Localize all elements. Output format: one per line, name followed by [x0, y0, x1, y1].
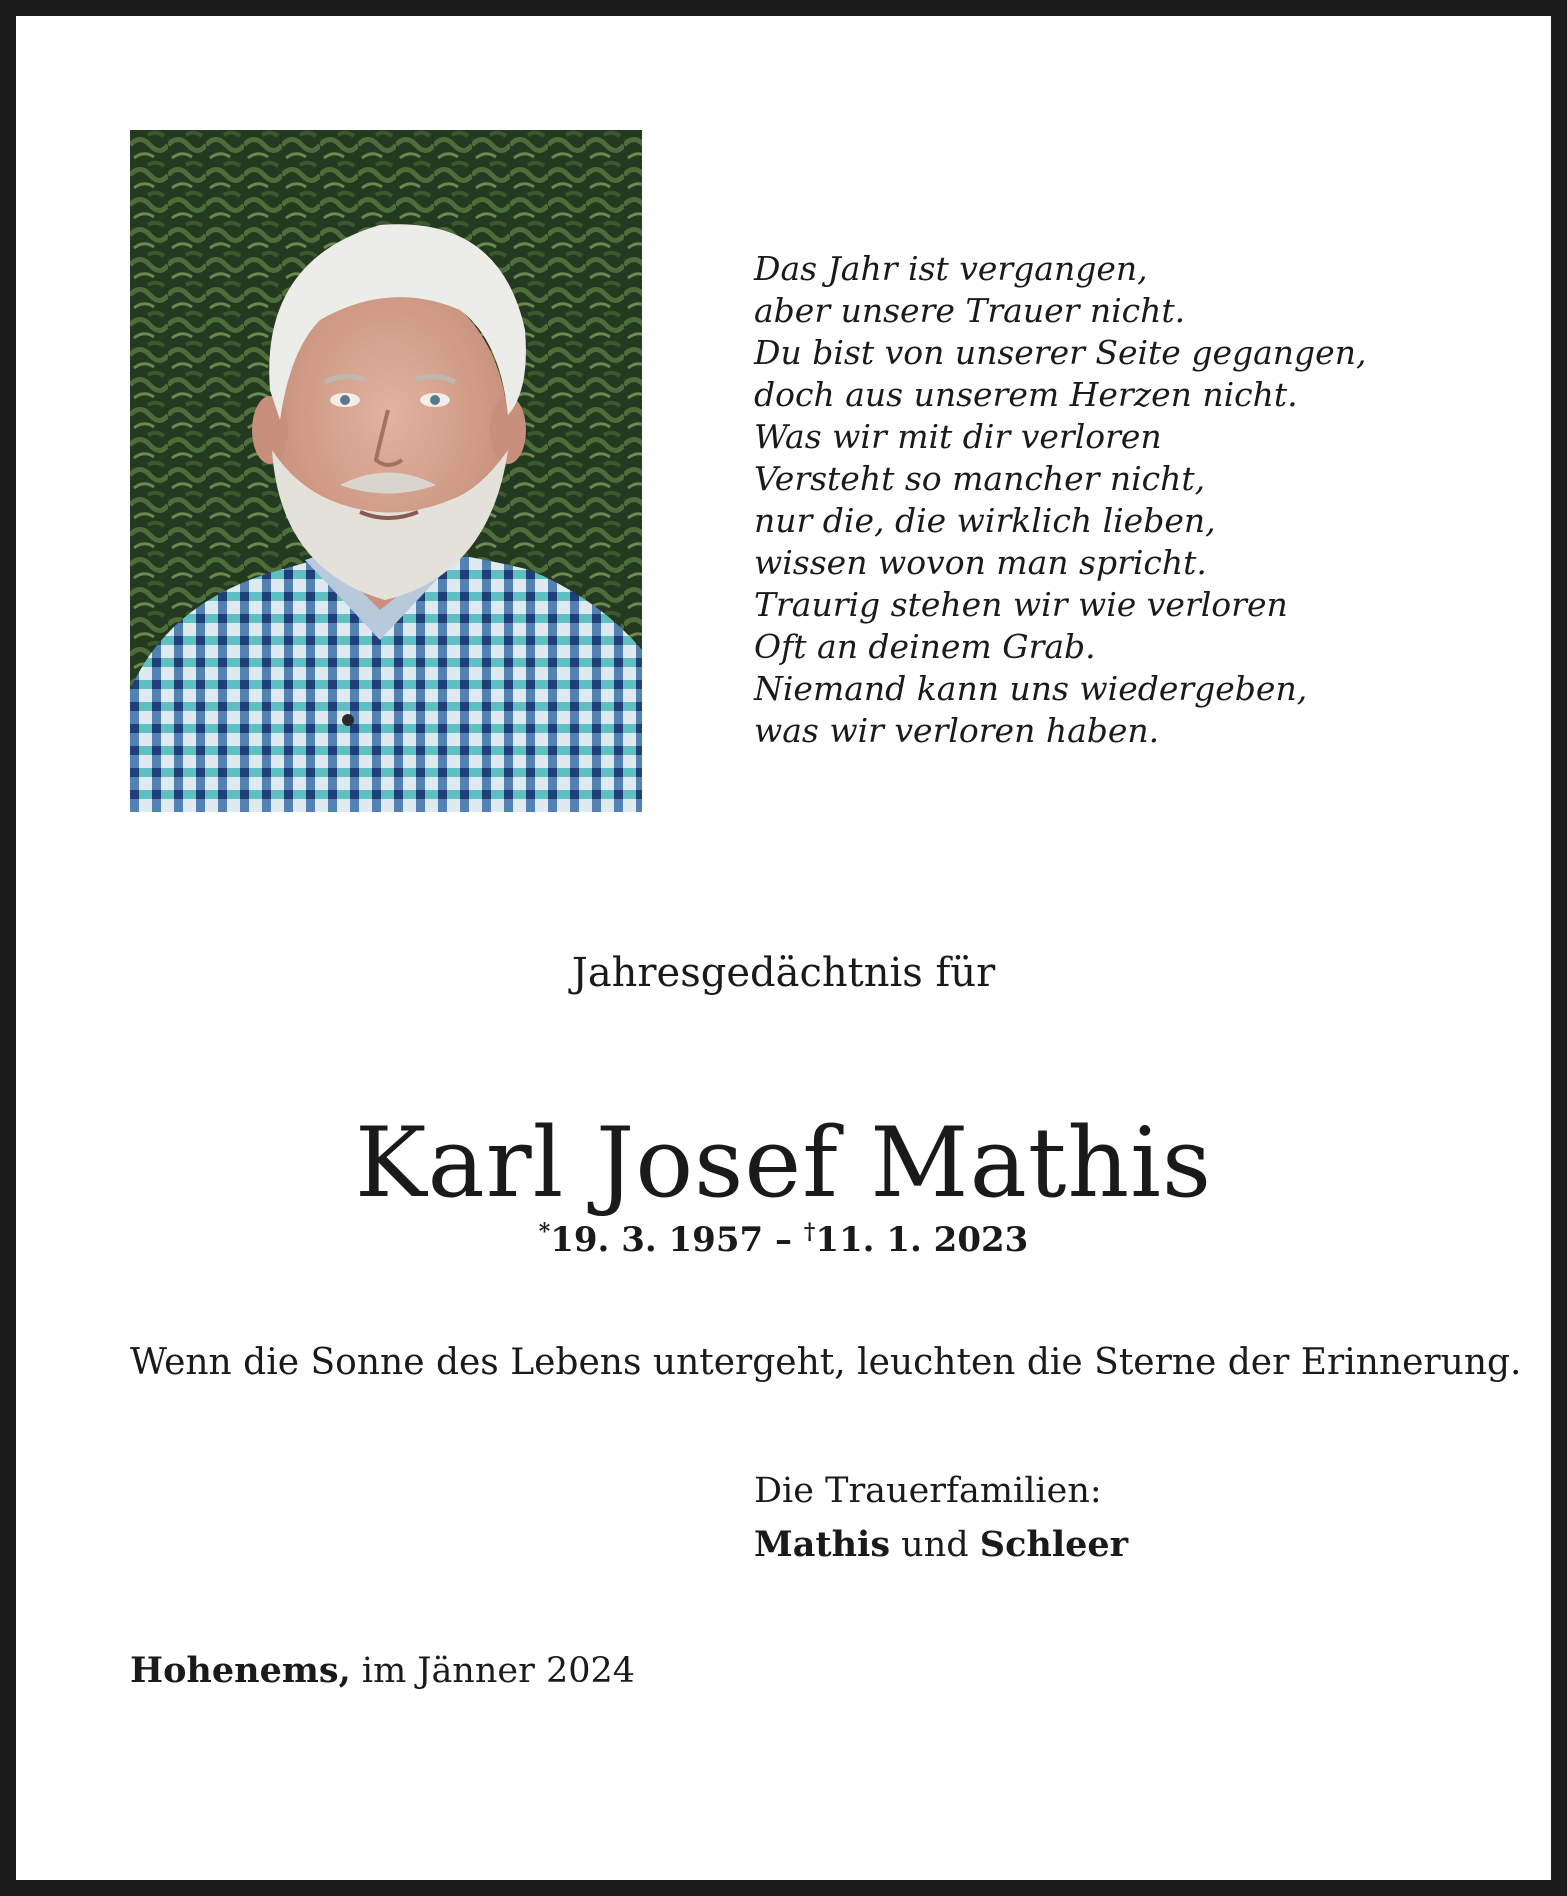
- portrait-image: [130, 130, 642, 812]
- poem-line: Niemand kann uns wiedergeben,: [754, 669, 1308, 708]
- death-date: 11. 1. 2023: [815, 1220, 1029, 1260]
- poem-line: doch aus unserem Herzen nicht.: [754, 375, 1298, 414]
- poem-line: nur die, die wirklich lieben,: [754, 501, 1216, 540]
- family-name-1: Mathis: [754, 1524, 891, 1565]
- signoff-date: im Jänner 2024: [350, 1651, 636, 1691]
- poem-line: Oft an deinem Grab.: [754, 627, 1096, 666]
- memorial-quote: Wenn die Sonne des Lebens untergeht, leuchten die Sterne der Erinnerung.: [130, 1342, 1522, 1383]
- family-names: [754, 1518, 1454, 1572]
- birth-symbol: *: [538, 1219, 551, 1245]
- death-symbol: †: [803, 1219, 816, 1245]
- portrait-photo: [130, 130, 642, 812]
- families-label: Die Trauerfamilien:: [754, 1471, 1102, 1511]
- poem-line: Was wir mit dir verloren: [754, 417, 1162, 456]
- poem: [754, 248, 1474, 752]
- family-conjunction: und: [890, 1525, 980, 1565]
- family-name-2: Schleer: [979, 1524, 1129, 1565]
- poem-line: aber unsere Trauer nicht.: [754, 291, 1186, 330]
- date-separator: –: [763, 1220, 804, 1260]
- birth-date: 19. 3. 1957: [550, 1220, 764, 1260]
- poem-line: Traurig stehen wir wie verloren: [754, 585, 1288, 624]
- deceased-name: Karl Josef Mathis: [354, 1107, 1213, 1219]
- life-dates: [0, 1218, 1567, 1262]
- poem-line: wissen wovon man spricht.: [754, 543, 1207, 582]
- poem-line: was wir verloren haben.: [754, 711, 1160, 750]
- memorial-intro: Jahresgedächtnis für: [571, 950, 996, 996]
- poem-line: Das Jahr ist vergangen,: [754, 249, 1148, 288]
- poem-line: Versteht so mancher nicht,: [754, 459, 1206, 498]
- place-name: Hohenems,: [130, 1650, 351, 1691]
- mourning-families: [754, 1464, 1454, 1572]
- poem-line: Du bist von unserer Seite gegangen,: [754, 333, 1367, 372]
- place-and-date: [130, 1648, 1030, 1694]
